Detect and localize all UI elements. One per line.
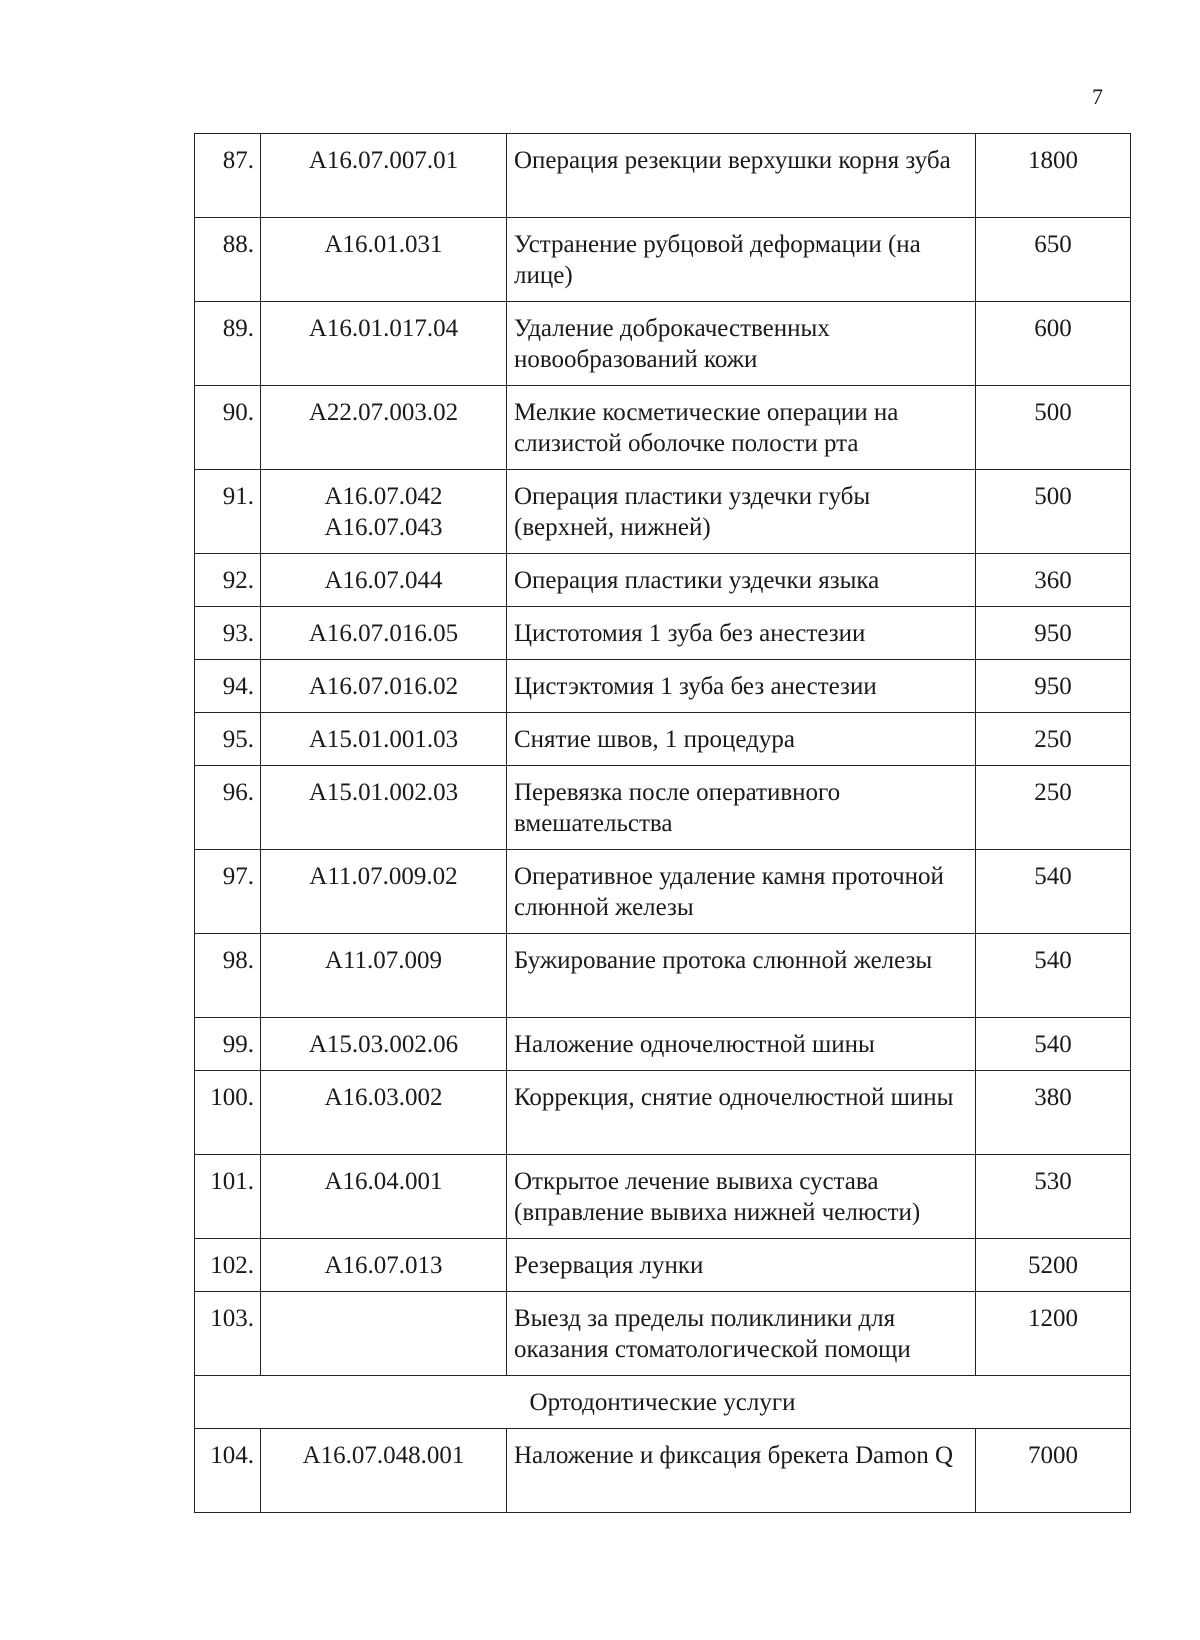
row-number: 99. (195, 1018, 261, 1071)
service-code-cell (261, 713, 507, 766)
service-name: Наложение и фиксация брекета Damon Q (507, 1429, 976, 1513)
table-row (195, 766, 1131, 850)
service-price: 600 (976, 302, 1131, 386)
service-code: A16.07.043 (324, 514, 443, 541)
section-row (195, 1376, 1131, 1429)
row-number: 92. (195, 554, 261, 607)
section-title: Ортодонтические услуги (195, 1376, 1131, 1429)
table-row (195, 934, 1131, 1018)
service-code: A16.07.013 (324, 1252, 443, 1279)
service-code: A15.01.001.03 (308, 726, 459, 753)
service-code-cell (261, 1018, 507, 1071)
table-row (195, 302, 1131, 386)
table-row (195, 713, 1131, 766)
service-code: A16.01.031 (324, 231, 443, 258)
service-code-cell (261, 470, 507, 554)
service-code: A16.07.016.02 (308, 673, 459, 700)
service-name: Устранение рубцовой деформации (на лице) (507, 218, 976, 302)
service-code-cell (261, 1429, 507, 1513)
row-number: 88. (195, 218, 261, 302)
service-code-cell (261, 934, 507, 1018)
table-row (195, 218, 1131, 302)
service-code: A16.07.044 (324, 567, 443, 594)
service-code: A16.07.048.001 (302, 1442, 465, 1469)
row-number: 93. (195, 607, 261, 660)
table-row (195, 1239, 1131, 1292)
row-number: 87. (195, 134, 261, 218)
row-number: 104. (195, 1429, 261, 1513)
row-number: 91. (195, 470, 261, 554)
service-price: 500 (976, 470, 1131, 554)
service-price: 380 (976, 1071, 1131, 1155)
service-name: Перевязка после оперативного вмешательства (507, 766, 976, 850)
service-code-cell (261, 766, 507, 850)
table-row (195, 134, 1131, 218)
service-price: 950 (976, 660, 1131, 713)
service-code: A16.03.002 (324, 1084, 443, 1111)
service-price: 500 (976, 386, 1131, 470)
service-code-cell (261, 386, 507, 470)
service-name: Снятие швов, 1 процедура (507, 713, 976, 766)
service-name: Оперативное удаление камня проточной слюнной железы (507, 850, 976, 934)
service-name: Удаление доброкачественных новообразований кожи (507, 302, 976, 386)
service-name: Бужирование протока слюнной железы (507, 934, 976, 1018)
table-row (195, 1292, 1131, 1376)
table-row (195, 660, 1131, 713)
table-row (195, 1429, 1131, 1513)
service-code-cell (261, 134, 507, 218)
service-name: Резервация лунки (507, 1239, 976, 1292)
row-number: 96. (195, 766, 261, 850)
service-name: Операция резекции верхушки корня зуба (507, 134, 976, 218)
row-number: 101. (195, 1155, 261, 1239)
service-code: A16.07.016.05 (308, 620, 459, 647)
service-code-cell (261, 1239, 507, 1292)
row-number: 102. (195, 1239, 261, 1292)
service-code: A15.03.002.06 (308, 1031, 459, 1058)
row-number: 98. (195, 934, 261, 1018)
service-price: 1800 (976, 134, 1131, 218)
service-code: A16.07.007.01 (308, 147, 459, 174)
service-price: 360 (976, 554, 1131, 607)
row-number: 95. (195, 713, 261, 766)
service-price: 530 (976, 1155, 1131, 1239)
table-row (195, 386, 1131, 470)
table-row (195, 1155, 1131, 1239)
service-name: Наложение одночелюстной шины (507, 1018, 976, 1071)
service-code: A15.01.002.03 (308, 779, 459, 806)
service-code: A16.04.001 (324, 1168, 443, 1195)
service-price: 1200 (976, 1292, 1131, 1376)
service-code-cell (261, 1292, 507, 1376)
table-row (195, 1071, 1131, 1155)
service-code-cell (261, 1071, 507, 1155)
table-row (195, 1018, 1131, 1071)
row-number: 89. (195, 302, 261, 386)
service-code: A16.07.042 (324, 483, 443, 510)
service-name: Цистэктомия 1 зуба без анестезии (507, 660, 976, 713)
service-name: Коррекция, снятие одночелюстной шины (507, 1071, 976, 1155)
service-name: Мелкие косметические операции на слизистой оболочке полости рта (507, 386, 976, 470)
service-name: Выезд за пределы поликлиники для оказания стоматологической помощи (507, 1292, 976, 1376)
service-name: Цистотомия 1 зуба без анестезии (507, 607, 976, 660)
service-name: Операция пластики уздечки языка (507, 554, 976, 607)
service-price: 540 (976, 1018, 1131, 1071)
service-code: A16.01.017.04 (308, 315, 459, 342)
service-price: 250 (976, 713, 1131, 766)
price-table (194, 133, 1131, 1513)
table-row (195, 607, 1131, 660)
row-number: 100. (195, 1071, 261, 1155)
table-row (195, 470, 1131, 554)
service-code: A22.07.003.02 (308, 399, 459, 426)
service-name: Операция пластики уздечки губы (верхней, нижней) (507, 470, 976, 554)
table-row (195, 554, 1131, 607)
price-table-body (195, 134, 1131, 1513)
service-price: 5200 (976, 1239, 1131, 1292)
row-number: 94. (195, 660, 261, 713)
service-price: 540 (976, 934, 1131, 1018)
page-number: 7 (1092, 84, 1103, 109)
row-number: 97. (195, 850, 261, 934)
service-code-cell (261, 607, 507, 660)
service-code-cell (261, 850, 507, 934)
service-code-cell (261, 302, 507, 386)
service-price: 650 (976, 218, 1131, 302)
service-name: Открытое лечение вывиха сустава (вправление вывиха нижней челюсти) (507, 1155, 976, 1239)
table-row (195, 850, 1131, 934)
service-code: A11.07.009.02 (309, 863, 458, 890)
service-price: 540 (976, 850, 1131, 934)
row-number: 90. (195, 386, 261, 470)
service-code-cell (261, 218, 507, 302)
service-code: A11.07.009 (324, 947, 443, 974)
service-code-cell (261, 660, 507, 713)
service-code-cell (261, 1155, 507, 1239)
service-price: 950 (976, 607, 1131, 660)
row-number: 103. (195, 1292, 261, 1376)
service-price: 7000 (976, 1429, 1131, 1513)
service-price: 250 (976, 766, 1131, 850)
service-code-cell (261, 554, 507, 607)
